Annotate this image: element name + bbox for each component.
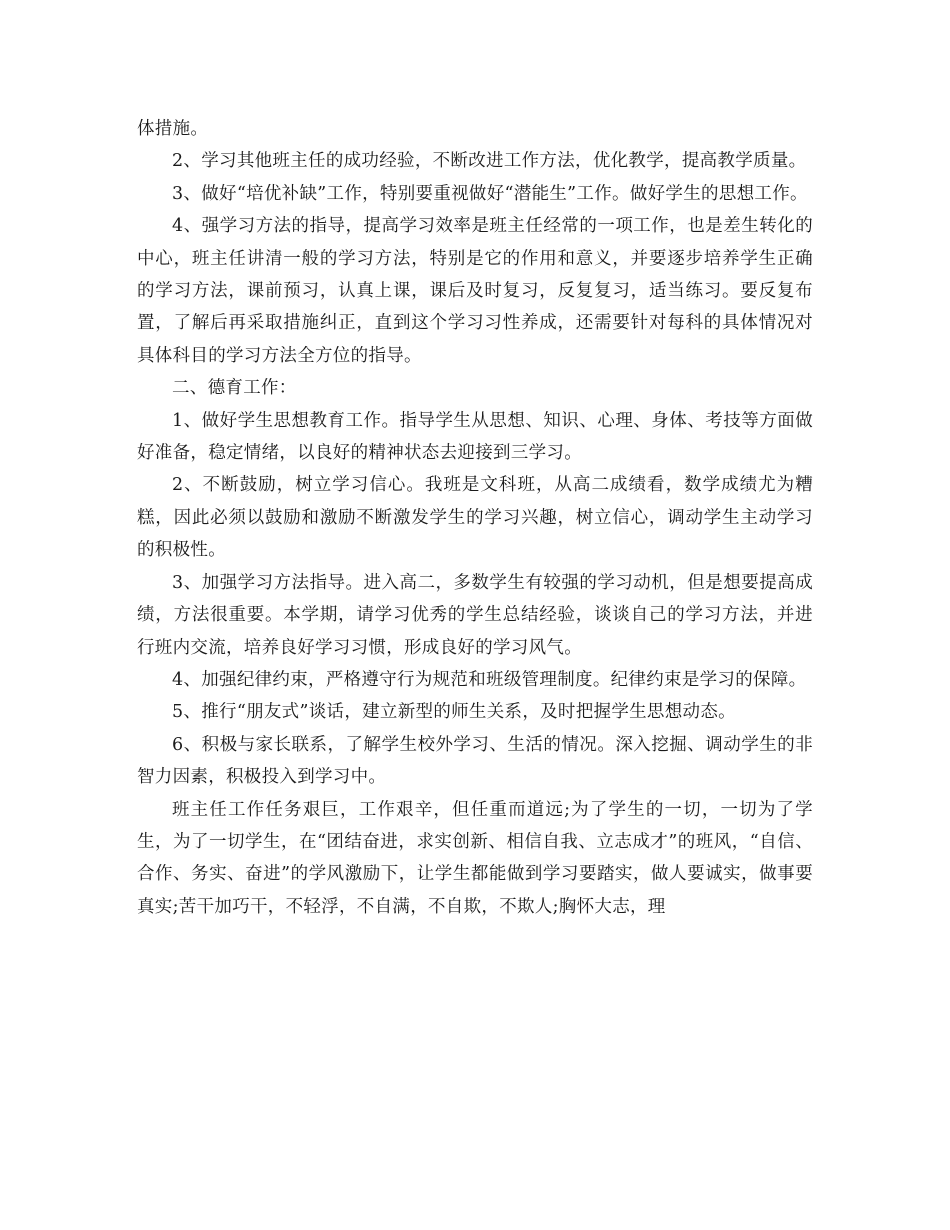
document-body (137, 113, 813, 923)
paragraph-moral-5: 5、推行“朋友式”谈话，建立新型的师生关系，及时把握学生思想动态。 (172, 702, 736, 723)
paragraph-continuation: 体措施。 (137, 119, 209, 139)
paragraph-conclusion: 班主任工作任务艰巨，工作艰辛，但任重而道远;为了学生的一切，一切为了学生，为了一切学生，在“团结奋进，求实创新、相信自我、立志成才”的班风，“自信、合作、务实、奋进”的学风激励下，让学生都能做到学习要踏实，做人要诚实，做事要真实;苦干加巧干，不轻浮，不自满，不自欺，不欺人;胸怀大志，理 (137, 799, 813, 917)
paragraph-item-3-support: 3、做好“培优补缺”工作，特别要重视做好“潜能生”工作。做好学生的思想工作。 (172, 183, 808, 204)
paragraph-moral-2: 2、不断鼓励，树立学习信心。我班是文科班，从高二成绩看，数学成绩尤为糟糕，因此必须以鼓励和激励不断激发学生的学习兴趣，树立信心，调动学生主动学习的积极性。 (137, 475, 813, 561)
paragraph-moral-4: 4、加强纪律约束，严格遵守行为规范和班级管理制度。纪律约束是学习的保障。 (172, 669, 807, 690)
paragraph-moral-6: 6、积极与家长联系，了解学生校外学习、生活的情况。深入挖掘、调动学生的非智力因素，积极投入到学习中。 (137, 734, 813, 788)
paragraph-item-2-learn: 2、学习其他班主任的成功经验，不断改进工作方法，优化教学，提高教学质量。 (172, 151, 807, 172)
section-heading-moral-education: 二、德育工作： (172, 378, 297, 399)
paragraph-moral-3: 3、加强学习方法指导。进入高二，多数学生有较强的学习动机，但是想要提高成绩，方法很重要。本学期，请学习优秀的学生总结经验，谈谈自己的学习方法，并进行班内交流，培养良好学习习惯，形成良好的学习风气。 (137, 572, 813, 658)
paragraph-moral-1: 1、做好学生思想教育工作。指导学生从思想、知识、心理、身体、考技等方面做好准备，稳定情绪，以良好的精神状态去迎接到三学习。 (137, 410, 813, 464)
paragraph-item-4-method: 4、强学习方法的指导，提高学习效率是班主任经常的一项工作，也是差生转化的中心，班主任讲清一般的学习方法，特别是它的作用和意义，并要逐步培养学生正确的学习方法，课前预习，认真上课，课后及时复习，反复复习，适当练习。要反复布置，了解后再采取措施纠正，直到这个学习习性养成，还需要针对每科的具体情况对具体科目的学习方法全方位的指导。 (137, 216, 813, 366)
